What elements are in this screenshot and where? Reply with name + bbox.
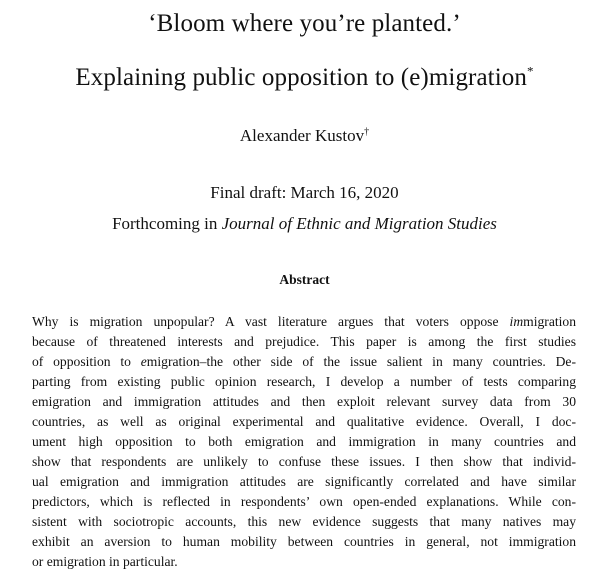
abstract-text: migration–the other side of the issue salient in many countries. De-	[146, 354, 576, 369]
journal-name: Journal of Ethnic and Migration Studies	[221, 214, 497, 233]
abstract-line	[32, 312, 576, 332]
abstract-text: ual emigration and immigration attitudes are significantly correlated and have similar	[32, 474, 576, 489]
abstract-line	[32, 372, 576, 392]
abstract-line	[32, 392, 576, 412]
abstract-line	[32, 452, 576, 472]
abstract-line	[32, 472, 576, 492]
title-footnote-mark: *	[526, 63, 534, 79]
abstract-text: Why is migration unpopular? A vast literature argues that voters oppose	[32, 314, 510, 329]
abstract-line	[32, 552, 576, 572]
abstract-text: of opposition to	[32, 354, 141, 369]
author-footnote-mark: †	[364, 126, 370, 138]
abstract-heading: Abstract	[279, 272, 330, 287]
abstract-emphasis: e	[140, 354, 147, 369]
abstract-text: exhibit an aversion to human mobility between countries in general, not immigration	[32, 534, 576, 549]
abstract-line	[32, 332, 576, 352]
author-line	[0, 124, 609, 148]
abstract-text: show that respondents are unlikely to confuse these issues. I then show that individ-	[32, 454, 576, 469]
abstract-text: countries, as well as original experimental and qualitative evidence. Overall, I doc-	[32, 414, 576, 429]
abstract-line	[32, 432, 576, 452]
title-subtitle: Explaining public opposition to (e)migration	[75, 64, 527, 91]
abstract-text: or emigration in particular.	[32, 554, 178, 569]
abstract-emphasis: im	[509, 314, 524, 329]
title-line-1	[0, 8, 609, 40]
abstract-line	[32, 412, 576, 432]
abstract-text: emigration and immigration attitudes and then exploit relevant survey data from 30	[32, 394, 576, 409]
forthcoming-line	[0, 212, 609, 236]
title-line-2	[0, 62, 609, 94]
abstract-line	[32, 532, 576, 552]
forthcoming-prefix: Forthcoming in	[112, 214, 222, 233]
abstract-text: parting from existing public opinion research, I develop a number of tests comparing	[32, 374, 576, 389]
abstract-line	[32, 492, 576, 512]
abstract-line	[32, 352, 576, 372]
title-quote: ‘Bloom where you’re planted.’	[148, 10, 461, 37]
abstract-text: predictors, which is reflected in respondents’ own open-ended explanations. While con-	[32, 494, 576, 509]
abstract-text: ument high opposition to both emigration and immigration in many countries and	[32, 434, 576, 449]
abstract-text: because of threatened interests and prejudice. This paper is among the first studies	[32, 334, 576, 349]
abstract-text: sistent with sociotropic accounts, this new evidence suggests that many natives may	[32, 514, 576, 529]
author-name: Alexander Kustov	[239, 126, 365, 145]
abstract-line	[32, 512, 576, 532]
date-line: Final draft: March 16, 2020	[210, 183, 399, 202]
abstract-text: migration	[523, 314, 576, 329]
